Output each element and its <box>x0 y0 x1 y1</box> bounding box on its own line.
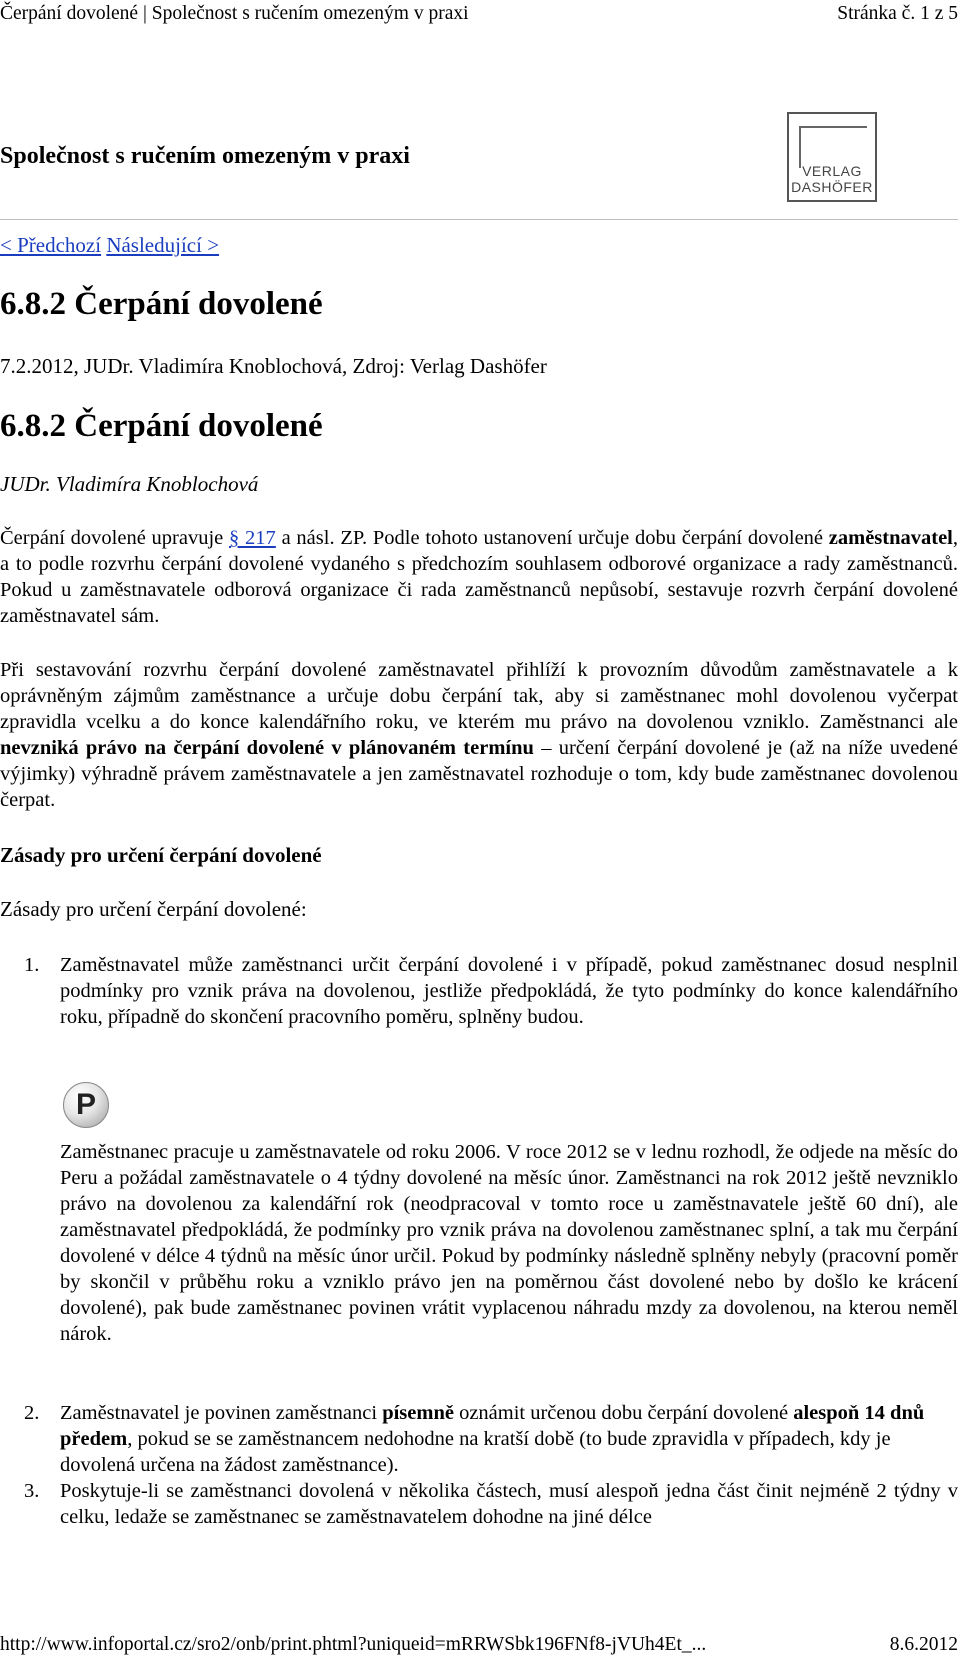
p2-text-a: Při sestavování rozvrhu čerpání dovolené zaměstnavatel přihlíží k provozním důvodům zaměstnavatele a k oprávněným zájmům zaměstnance a určuje dobu čerpání tak, aby si zaměstnanec mohl dovolenou vyčerpat zpravidla vcelku a do konce kalendářního roku, ve kterém mu právo na dovolenou vzniklo. Zaměstnanci ale <box>0 659 958 733</box>
paragraph-2 <box>0 657 958 813</box>
item2-bold-b: alespoň 14 dnů předem <box>60 1402 925 1450</box>
list-item-1: Zaměstnavatel může zaměstnanci určit čerpání dovolené i v případě, pokud zaměstnanec dosud nesplnil podmínky pro vznik práva na dovolenou, jestliže předpokládá, že tyto podmínky do konce kalendářního roku, případně do skončení pracovního poměru, splněny budou. <box>60 954 958 1028</box>
article-heading: 6.8.2 Čerpání dovolené <box>0 408 323 444</box>
article-meta: 7.2.2012, JUDr. Vladimíra Knoblochová, Zdroj: Verlag Dashöfer <box>0 354 547 378</box>
example-text: Zaměstnanec pracuje u zaměstnavatele od roku 2006. V roce 2012 se v lednu rozhodl, že odjede na měsíc do Peru a požádal zaměstnavatele o 4 týdny dovolené na měsíc únor. Zaměstnanci na rok 2012 ještě nevzniklo právo na dovolenou za kalendářní rok (neodpracoval v tomto roce u zaměstnavatele ještě 60 dní), ale zaměstnavatel předpokládá, že podmínky pro vznik práva na dovolenou zaměstnanec splní, a tak mu čerpání dovolené v délce 4 týdnů na měsíc únor určil. Pokud by podmínky následně splněny nebyly (pracovní poměr by skončil v průběhu roku a vzniklo právo jen na poměrnou část dovolené nebo by došlo ke krácení dovolené), pak bude zaměstnanec povinen vrátit vyplacenou náhradu mzdy za dovolenou, na kterou neměl nárok. <box>60 1141 958 1345</box>
list-item-3: Poskytuje-li se zaměstnanci dovolená v několika částech, musí alespoň jedna část činit nejméně 2 týdny v celku, ledaže se zaměstnanec se zaměstnavatelem dohodne na jiné délce <box>60 1480 958 1528</box>
verlag-dashofer-logo <box>787 112 877 202</box>
example-icon: P <box>63 1082 109 1128</box>
paragraph-1 <box>0 525 958 629</box>
article-navigation <box>0 233 219 258</box>
site-title: Společnost s ručením omezeným v praxi <box>0 143 410 169</box>
p1-text-b: a násl. ZP. Podle tohoto ustanovení určuje dobu čerpání dovolené <box>275 527 829 549</box>
article-title: 6.8.2 Čerpání dovolené <box>0 286 323 322</box>
section-subheading: Zásady pro určení čerpání dovolené <box>0 843 322 867</box>
print-date: 8.6.2012 <box>889 1634 958 1655</box>
print-footer <box>0 1632 958 1657</box>
print-header-title: Čerpání dovolené | Společnost s ručením omezeným v praxi <box>0 3 469 24</box>
list-item-2 <box>60 1400 958 1478</box>
list-number-2: 2. <box>24 1402 40 1424</box>
page-counter: Stránka č. 1 z 5 <box>837 3 958 24</box>
print-header <box>0 0 958 28</box>
p1-text-c: , a to podle rozvrhu čerpání dovolené vydaného s předchozím souhlasem odborové organizace a rady zaměstnanců. Pokud u zaměstnavatele odborová organizace či rada zaměstnanců nepůsobí, sestavuje rozvrh čerpání dovolené zaměstnavatel sám. <box>0 527 959 627</box>
item2-bold-a: písemně <box>382 1402 454 1424</box>
law-section-link[interactable]: § 217 <box>229 527 276 549</box>
page-url: http://www.infoportal.cz/sro2/onb/print.phtml?uniqueid=mRRWSbk196FNf8-jVUh4Et_... <box>0 1634 707 1655</box>
list-number-1: 1. <box>24 954 40 976</box>
logo-line-1: VERLAG <box>802 163 862 179</box>
list-intro: Zásady pro určení čerpání dovolené: <box>0 897 307 921</box>
item2-text-b: oznámit určenou dobu čerpání dovolené <box>453 1402 794 1424</box>
logo-mark <box>799 126 867 168</box>
header-divider <box>0 219 958 220</box>
p2-bold: nevzniká právo na čerpání dovolené v plánovaném termínu <box>0 737 534 759</box>
list-number-3: 3. <box>24 1480 40 1502</box>
p1-text-a: Čerpání dovolené upravuje <box>0 527 230 549</box>
item2-text-a: Zaměstnavatel je povinen zaměstnanci <box>60 1402 383 1424</box>
next-link[interactable]: Následující > <box>106 233 220 257</box>
item2-text-c: , pokud se se zaměstnancem nedohodne na kratší době (to bude zpravidla v případech, kdy je dovolená určena na žádost zaměstnance). <box>60 1428 891 1476</box>
article-author: JUDr. Vladimíra Knoblochová <box>0 472 259 496</box>
p1-bold: zaměstnavatel <box>828 527 953 549</box>
logo-line-2: DASHÖFER <box>791 179 873 195</box>
previous-link[interactable]: < Předchozí <box>0 233 102 257</box>
p2-text-b: – určení čerpání dovolené je (až na níže uvedené výjimky) výhradně právem zaměstnavatele a jen zaměstnavatel rozhoduje o tom, kdy bude zaměstnanec dovolenou čerpat. <box>0 737 958 811</box>
